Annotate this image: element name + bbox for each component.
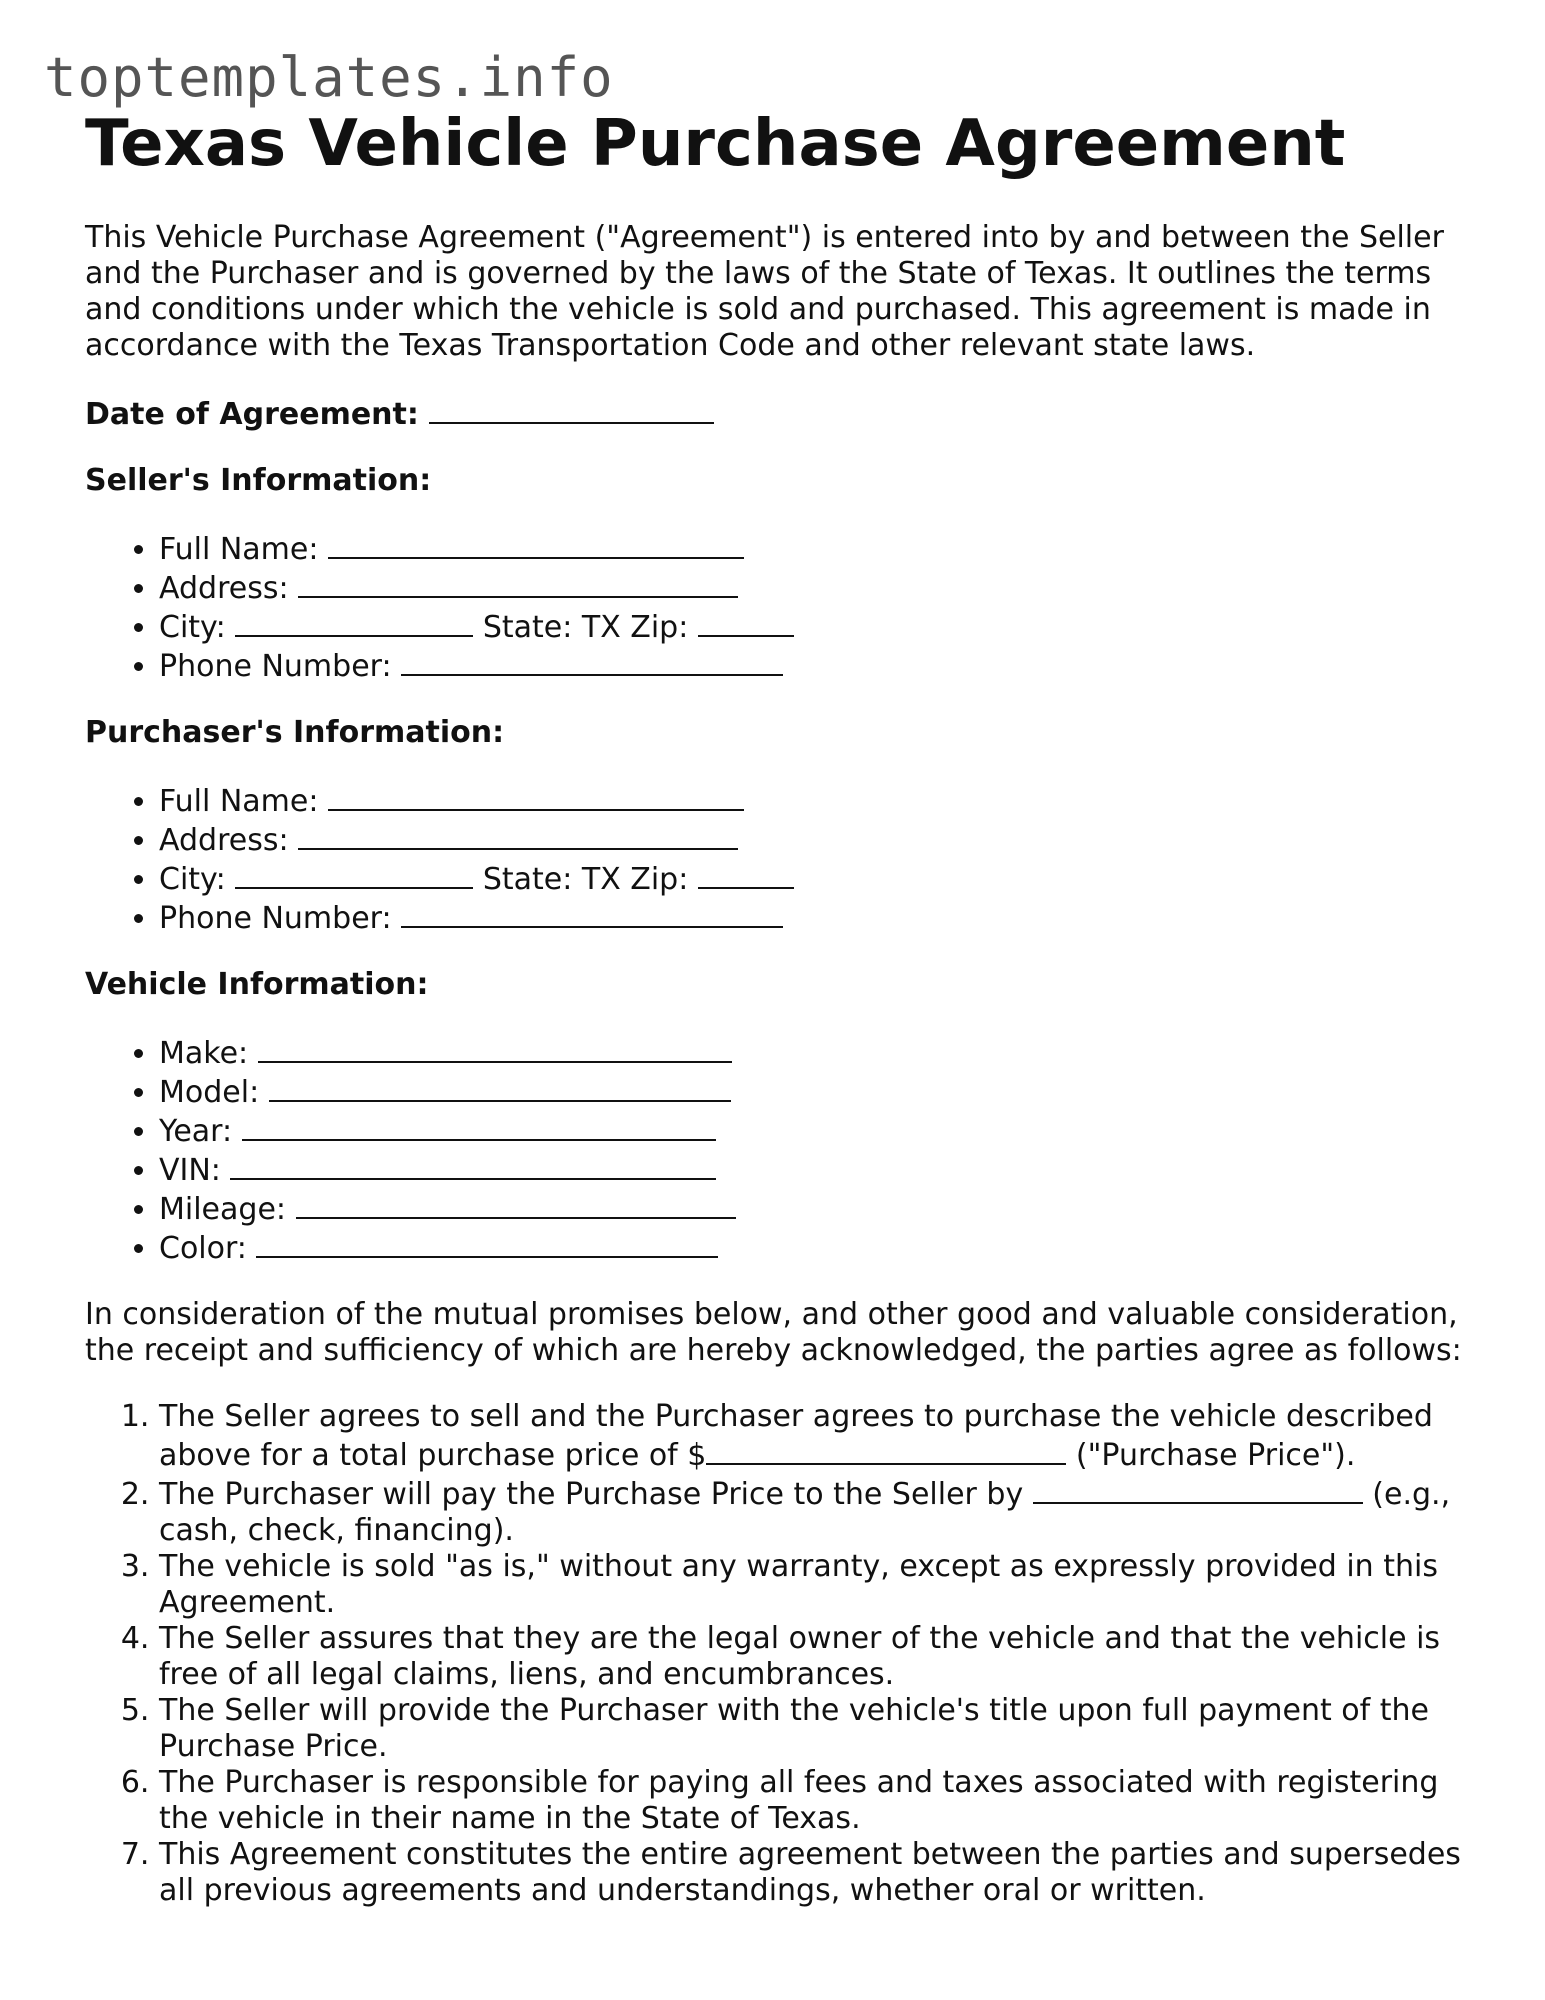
purchaser-address-item bbox=[159, 820, 1465, 859]
purchaser-city-item bbox=[159, 859, 1465, 898]
terms-list bbox=[85, 1399, 1465, 1909]
seller-address-field[interactable] bbox=[298, 568, 738, 598]
term-text: The Seller agrees to sell and the Purchaser agrees to purchase the vehicle described above for a total purchase price of $ bbox=[159, 1399, 1433, 1473]
field-label: Full Name: bbox=[159, 784, 319, 819]
seller-city-item bbox=[159, 607, 1465, 646]
field-label: City: bbox=[159, 862, 226, 897]
vehicle-mileage-field[interactable] bbox=[296, 1189, 736, 1219]
term-text: This Agreement constitutes the entire agreement between the parties and supersedes all previous agreements and understandings, whether oral or written. bbox=[159, 1837, 1461, 1908]
field-label: Year: bbox=[159, 1114, 233, 1149]
field-label: Address: bbox=[159, 571, 289, 606]
purchaser-phone-item bbox=[159, 898, 1465, 937]
vehicle-make-item bbox=[159, 1033, 1465, 1072]
vehicle-year-item bbox=[159, 1111, 1465, 1150]
purchaser-city-field[interactable] bbox=[235, 859, 473, 889]
field-label: Phone Number: bbox=[159, 649, 392, 684]
purchaser-full-name-item bbox=[159, 781, 1465, 820]
purchaser-full-name-field[interactable] bbox=[328, 781, 744, 811]
term-text: ("Purchase Price"). bbox=[1066, 1438, 1356, 1473]
purchaser-heading: Purchaser's Information: bbox=[85, 715, 505, 750]
seller-address-item bbox=[159, 568, 1465, 607]
vehicle-model-field[interactable] bbox=[269, 1072, 731, 1102]
vehicle-year-field[interactable] bbox=[242, 1111, 716, 1141]
term-item bbox=[159, 1549, 1465, 1621]
purchaser-phone-field[interactable] bbox=[401, 898, 783, 928]
seller-phone-item bbox=[159, 646, 1465, 685]
purchase-price-field[interactable] bbox=[706, 1435, 1066, 1465]
vehicle-color-item bbox=[159, 1228, 1465, 1267]
seller-full-name-item bbox=[159, 529, 1465, 568]
purchaser-address-field[interactable] bbox=[298, 820, 738, 850]
field-label: Color: bbox=[159, 1231, 247, 1266]
seller-zip-field[interactable] bbox=[698, 607, 794, 637]
term-text: The Purchaser is responsible for paying all fees and taxes associated with registering the vehicle in their name in the State of Texas. bbox=[159, 1765, 1439, 1836]
terms-intro-paragraph: In consideration of the mutual promises below, and other good and valuable consideration, the receipt and sufficiency of which are hereby acknowledged, the parties agree as follows: bbox=[85, 1297, 1462, 1368]
field-label: VIN: bbox=[159, 1153, 221, 1188]
term-text: The Seller assures that they are the legal owner of the vehicle and that the vehicle is free of all legal claims, liens, and encumbrances. bbox=[159, 1621, 1441, 1692]
term-item bbox=[159, 1399, 1465, 1474]
watermark: toptemplates.info bbox=[44, 46, 614, 109]
vehicle-model-item bbox=[159, 1072, 1465, 1111]
date-of-agreement bbox=[85, 394, 1465, 433]
field-label: Address: bbox=[159, 823, 289, 858]
field-label: City: bbox=[159, 610, 226, 645]
field-label: State: TX Zip: bbox=[482, 610, 689, 645]
term-item bbox=[159, 1474, 1465, 1549]
intro-paragraph: This Vehicle Purchase Agreement ("Agreement") is entered into by and between the Seller and the Purchaser and is governed by the laws of the State of Texas. It outlines the terms and conditions under which the vehicle is sold and purchased. This agreement is made in accordance with the Texas Transportation Code and other relevant state laws. bbox=[85, 220, 1444, 363]
vehicle-make-field[interactable] bbox=[258, 1033, 732, 1063]
date-field[interactable] bbox=[429, 394, 714, 424]
term-item bbox=[159, 1837, 1465, 1909]
purchaser-fields bbox=[85, 781, 1465, 937]
seller-city-field[interactable] bbox=[235, 607, 473, 637]
term-text: The Seller will provide the Purchaser with the vehicle's title upon full payment of the Purchase Price. bbox=[159, 1693, 1429, 1764]
seller-full-name-field[interactable] bbox=[328, 529, 744, 559]
field-label: Mileage: bbox=[159, 1192, 287, 1227]
field-label: Phone Number: bbox=[159, 901, 392, 936]
document-body bbox=[85, 220, 1465, 1909]
payment-method-field[interactable] bbox=[1033, 1474, 1363, 1504]
vehicle-color-field[interactable] bbox=[256, 1228, 718, 1258]
seller-heading: Seller's Information: bbox=[85, 463, 432, 498]
field-label: Full Name: bbox=[159, 532, 319, 567]
term-text: The Purchaser will pay the Purchase Price to the Seller by bbox=[159, 1477, 1033, 1512]
date-label: Date of Agreement: bbox=[85, 397, 419, 432]
field-label: Make: bbox=[159, 1036, 249, 1071]
vehicle-heading: Vehicle Information: bbox=[85, 967, 429, 1002]
term-text: (e.g., cash, check, financing). bbox=[159, 1477, 1451, 1548]
field-label: State: TX Zip: bbox=[482, 862, 689, 897]
field-label: Model: bbox=[159, 1075, 260, 1110]
vehicle-mileage-item bbox=[159, 1189, 1465, 1228]
vehicle-vin-field[interactable] bbox=[230, 1150, 716, 1180]
term-item bbox=[159, 1765, 1465, 1837]
seller-phone-field[interactable] bbox=[401, 646, 783, 676]
term-item bbox=[159, 1621, 1465, 1693]
document-title: Texas Vehicle Purchase Agreement bbox=[85, 107, 1346, 181]
vehicle-fields bbox=[85, 1033, 1465, 1267]
term-item bbox=[159, 1693, 1465, 1765]
term-text: The vehicle is sold "as is," without any warranty, except as expressly provided in this Agreement. bbox=[159, 1549, 1438, 1620]
purchaser-zip-field[interactable] bbox=[698, 859, 794, 889]
vehicle-vin-item bbox=[159, 1150, 1465, 1189]
seller-fields bbox=[85, 529, 1465, 685]
